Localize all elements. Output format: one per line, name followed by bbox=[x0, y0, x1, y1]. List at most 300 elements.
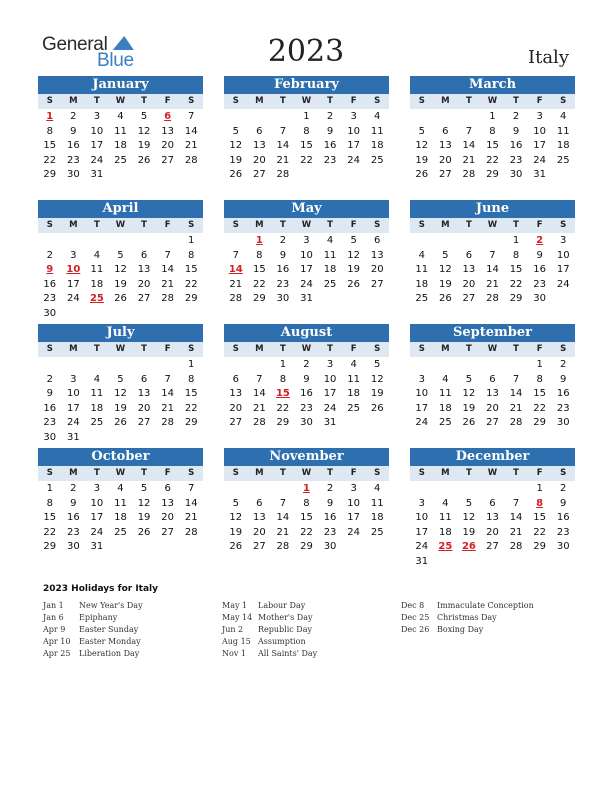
day-cell: 4 bbox=[117, 483, 124, 494]
empty-cell bbox=[434, 234, 458, 249]
day-cell: 8 bbox=[46, 497, 53, 509]
weekday-label: T bbox=[327, 96, 333, 106]
day-cell: 13 bbox=[486, 388, 499, 400]
day-cell: 19 bbox=[438, 278, 452, 290]
day-cell: 26 bbox=[114, 293, 127, 305]
day-cell: 14 bbox=[252, 388, 266, 400]
day-cell: 7 bbox=[512, 497, 520, 509]
day-cell: 3 bbox=[93, 111, 101, 122]
day-cell: 22 bbox=[300, 154, 313, 166]
holiday-row bbox=[43, 648, 143, 660]
month-october bbox=[38, 448, 203, 555]
weekday-label: F bbox=[164, 220, 171, 230]
day-cell: 13 bbox=[252, 140, 266, 152]
day-cell: 3 bbox=[70, 373, 77, 385]
month-title: August bbox=[224, 324, 389, 342]
day-cell: 20 bbox=[438, 154, 452, 166]
day-cell: 20 bbox=[161, 512, 174, 524]
day-cell: 11 bbox=[438, 388, 452, 400]
empty-cell bbox=[62, 234, 86, 249]
day-cell: 13 bbox=[486, 512, 499, 524]
day-cell: 9 bbox=[46, 388, 53, 400]
day-cell: 16 bbox=[556, 388, 570, 400]
day-cell: 7 bbox=[256, 373, 263, 385]
day-cell: 23 bbox=[66, 154, 80, 166]
holiday-name: Liberation Day bbox=[79, 649, 140, 658]
weekday-label: S bbox=[46, 96, 53, 106]
weekday-label: M bbox=[69, 468, 78, 478]
day-cell: 12 bbox=[347, 249, 360, 261]
month-may bbox=[224, 200, 389, 307]
day-cell: 24 bbox=[66, 417, 80, 429]
day-cell: 4 bbox=[418, 249, 425, 261]
weekday-header bbox=[38, 218, 203, 233]
empty-cell bbox=[38, 234, 62, 249]
empty-cell bbox=[434, 482, 458, 497]
weekday-label: W bbox=[115, 220, 126, 230]
day-cell: 5 bbox=[117, 373, 124, 385]
day-cell: 14 bbox=[276, 512, 290, 524]
day-cell: 19 bbox=[229, 154, 243, 166]
day-cell: 21 bbox=[509, 402, 523, 414]
weekday-label: F bbox=[536, 468, 543, 478]
day-cell: 31 bbox=[415, 555, 429, 567]
day-cell: 6 bbox=[442, 125, 449, 137]
holiday-row bbox=[43, 612, 143, 624]
weekday-label: T bbox=[280, 468, 286, 478]
day-cell: 29 bbox=[276, 417, 290, 429]
day-cell: 3 bbox=[536, 111, 543, 122]
day-cell: 29 bbox=[533, 541, 546, 553]
day-cell: 10 bbox=[90, 125, 104, 137]
day-cell: 2 bbox=[560, 359, 567, 370]
weekday-label: W bbox=[115, 344, 126, 354]
day-cell: 12 bbox=[137, 497, 151, 509]
day-cell: 9 bbox=[279, 249, 287, 261]
day-cell: 11 bbox=[370, 125, 384, 137]
day-cell: 25 bbox=[556, 154, 570, 166]
weekday-label: S bbox=[188, 468, 195, 478]
day-cell: 26 bbox=[347, 278, 360, 290]
weekday-label: F bbox=[350, 96, 357, 106]
day-cell: 19 bbox=[137, 512, 151, 524]
day-cell: 27 bbox=[161, 526, 174, 538]
day-cell: 10 bbox=[347, 497, 360, 509]
day-cell: 18 bbox=[438, 402, 452, 414]
day-cell: 27 bbox=[486, 541, 499, 553]
holiday-date: Jan 6 bbox=[43, 613, 64, 622]
day-cell: 30 bbox=[276, 293, 290, 305]
day-cell: 8 bbox=[303, 125, 310, 137]
day-cell: 1 bbox=[279, 359, 287, 370]
day-cell: 25 bbox=[323, 278, 337, 290]
day-cell: 8 bbox=[46, 125, 53, 137]
holiday-row bbox=[222, 624, 317, 636]
day-cell: 6 bbox=[256, 497, 263, 509]
day-cell: 8 bbox=[279, 373, 287, 385]
empty-cell bbox=[504, 482, 528, 497]
day-cell: 10 bbox=[300, 249, 313, 261]
weekday-label: T bbox=[94, 96, 100, 106]
day-cell: 14 bbox=[276, 140, 290, 152]
weekday-label: S bbox=[46, 344, 53, 354]
day-cell: 14 bbox=[486, 264, 499, 276]
day-cell: 29 bbox=[184, 293, 198, 305]
day-cell: 27 bbox=[438, 169, 452, 181]
holiday-name: Mother's Day bbox=[258, 613, 313, 622]
day-cell: 23 bbox=[509, 154, 523, 166]
month-title: February bbox=[224, 76, 389, 94]
weekday-label: S bbox=[374, 96, 381, 106]
day-cell: 26 bbox=[462, 417, 476, 429]
day-cell: 21 bbox=[252, 402, 266, 414]
weekday-header bbox=[224, 342, 389, 357]
day-cell: 10 bbox=[415, 388, 429, 400]
day-cell: 23 bbox=[276, 278, 290, 290]
holiday-date: Aug 15 bbox=[222, 637, 251, 646]
day-cell: 16 bbox=[43, 278, 57, 290]
day-cell: 16 bbox=[323, 512, 337, 524]
day-cell: 28 bbox=[509, 417, 523, 429]
weekday-label: S bbox=[232, 468, 239, 478]
weekday-label: T bbox=[466, 220, 472, 230]
day-cell: 1 bbox=[512, 235, 520, 246]
day-cell: 17 bbox=[556, 264, 570, 276]
day-cell: 19 bbox=[229, 526, 243, 538]
weekday-label: M bbox=[255, 96, 264, 106]
empty-cell bbox=[109, 234, 133, 249]
day-cell: 3 bbox=[326, 359, 334, 370]
day-cell: 20 bbox=[137, 402, 151, 414]
day-cell: 6 bbox=[256, 125, 263, 137]
weekday-label: F bbox=[350, 220, 357, 230]
day-cell: 13 bbox=[137, 388, 151, 400]
day-cell: 15 bbox=[533, 512, 546, 524]
empty-cell bbox=[481, 358, 505, 373]
empty-cell bbox=[224, 234, 248, 249]
day-cell: 21 bbox=[161, 402, 174, 414]
day-cell: 6 bbox=[164, 483, 171, 494]
month-june bbox=[410, 200, 575, 307]
day-cell: 29 bbox=[509, 293, 523, 305]
month-title: July bbox=[38, 324, 203, 342]
holiday-date: Dec 8 bbox=[401, 601, 425, 610]
day-cell: 25 bbox=[370, 526, 384, 538]
day-cell: 17 bbox=[347, 140, 360, 152]
day-cell: 6 bbox=[489, 373, 496, 385]
days-grid bbox=[410, 234, 575, 307]
month-title: December bbox=[410, 448, 575, 466]
empty-cell bbox=[132, 234, 156, 249]
day-cell: 4 bbox=[374, 111, 381, 122]
day-cell: 11 bbox=[438, 512, 452, 524]
empty-cell bbox=[410, 358, 434, 373]
day-cell: 11 bbox=[323, 249, 337, 261]
holiday-day-cell: 9 bbox=[46, 264, 54, 276]
day-cell: 17 bbox=[533, 140, 546, 152]
weekday-label: M bbox=[441, 220, 450, 230]
day-cell: 24 bbox=[533, 154, 546, 166]
holiday-day-cell: 1 bbox=[46, 111, 54, 122]
day-cell: 14 bbox=[184, 125, 198, 137]
weekday-label: T bbox=[94, 220, 100, 230]
holiday-row bbox=[401, 612, 534, 624]
day-cell: 13 bbox=[161, 125, 174, 137]
empty-cell bbox=[434, 110, 458, 125]
holiday-row bbox=[43, 636, 143, 648]
day-cell: 28 bbox=[486, 293, 499, 305]
day-cell: 28 bbox=[161, 293, 174, 305]
day-cell: 28 bbox=[276, 169, 290, 181]
day-cell: 16 bbox=[276, 264, 290, 276]
holiday-row bbox=[401, 624, 534, 636]
weekday-header bbox=[224, 466, 389, 481]
day-cell: 31 bbox=[300, 293, 313, 305]
day-cell: 31 bbox=[533, 169, 546, 181]
holiday-date: Dec 26 bbox=[401, 625, 430, 634]
month-february bbox=[224, 76, 389, 183]
weekday-label: S bbox=[374, 220, 381, 230]
day-cell: 21 bbox=[462, 154, 476, 166]
day-cell: 18 bbox=[90, 402, 104, 414]
day-cell: 21 bbox=[184, 512, 198, 524]
day-cell: 8 bbox=[303, 497, 310, 509]
empty-cell bbox=[410, 482, 434, 497]
day-cell: 5 bbox=[140, 111, 148, 122]
weekday-label: F bbox=[164, 96, 171, 106]
day-cell: 8 bbox=[512, 249, 520, 261]
day-cell: 9 bbox=[560, 373, 567, 385]
day-cell: 8 bbox=[256, 249, 263, 261]
day-cell: 19 bbox=[114, 402, 127, 414]
empty-cell bbox=[85, 358, 109, 373]
weekday-label: W bbox=[301, 468, 312, 478]
empty-cell bbox=[271, 482, 295, 497]
day-cell: 17 bbox=[415, 526, 429, 538]
day-cell: 18 bbox=[114, 140, 127, 152]
holiday-day-cell: 1 bbox=[303, 483, 310, 494]
weekday-label: S bbox=[46, 468, 53, 478]
empty-cell bbox=[504, 358, 528, 373]
day-cell: 2 bbox=[512, 111, 520, 122]
day-cell: 5 bbox=[117, 249, 124, 261]
day-cell: 19 bbox=[137, 140, 151, 152]
weekday-label: S bbox=[46, 220, 53, 230]
day-cell: 23 bbox=[533, 278, 546, 290]
weekday-label: S bbox=[374, 468, 381, 478]
day-cell: 16 bbox=[533, 264, 546, 276]
day-cell: 22 bbox=[533, 402, 546, 414]
day-cell: 12 bbox=[137, 125, 151, 137]
day-cell: 15 bbox=[252, 264, 266, 276]
day-cell: 7 bbox=[489, 249, 496, 261]
day-cell: 3 bbox=[418, 497, 425, 509]
day-cell: 24 bbox=[66, 293, 80, 305]
holiday-day-cell: 2 bbox=[536, 235, 544, 246]
holiday-date: Jun 2 bbox=[222, 625, 244, 634]
day-cell: 1 bbox=[303, 111, 310, 122]
day-cell: 21 bbox=[486, 278, 499, 290]
weekday-label: F bbox=[536, 96, 543, 106]
month-november bbox=[224, 448, 389, 555]
day-cell: 13 bbox=[462, 264, 476, 276]
month-july bbox=[38, 324, 203, 446]
day-cell: 13 bbox=[229, 388, 243, 400]
empty-cell bbox=[457, 234, 481, 249]
day-cell: 17 bbox=[90, 512, 104, 524]
day-cell: 21 bbox=[184, 140, 198, 152]
day-cell: 7 bbox=[279, 497, 287, 509]
day-cell: 20 bbox=[370, 264, 384, 276]
day-cell: 16 bbox=[509, 140, 523, 152]
weekday-label: S bbox=[560, 468, 567, 478]
month-title: November bbox=[224, 448, 389, 466]
day-cell: 14 bbox=[184, 497, 198, 509]
weekday-label: T bbox=[94, 344, 100, 354]
day-cell: 14 bbox=[161, 264, 174, 276]
weekday-label: S bbox=[232, 220, 239, 230]
days-grid bbox=[38, 482, 203, 555]
weekday-label: S bbox=[418, 96, 425, 106]
weekday-label: T bbox=[513, 96, 519, 106]
day-cell: 2 bbox=[70, 111, 77, 122]
day-cell: 2 bbox=[279, 235, 287, 246]
day-cell: 23 bbox=[43, 417, 57, 429]
weekday-label: F bbox=[164, 344, 171, 354]
weekday-label: T bbox=[141, 468, 147, 478]
day-cell: 9 bbox=[70, 125, 77, 137]
day-cell: 26 bbox=[137, 154, 151, 166]
holiday-row bbox=[43, 624, 143, 636]
day-cell: 24 bbox=[90, 154, 104, 166]
day-cell: 15 bbox=[184, 264, 198, 276]
day-cell: 22 bbox=[533, 526, 546, 538]
calendar-year: 2023 bbox=[267, 34, 345, 69]
day-cell: 20 bbox=[486, 402, 499, 414]
day-cell: 19 bbox=[114, 278, 127, 290]
day-cell: 5 bbox=[418, 125, 425, 137]
weekday-label: S bbox=[418, 220, 425, 230]
holiday-date: Apr 25 bbox=[43, 649, 71, 658]
month-title: June bbox=[410, 200, 575, 218]
day-cell: 13 bbox=[137, 264, 151, 276]
day-cell: 25 bbox=[90, 417, 104, 429]
day-cell: 25 bbox=[114, 154, 127, 166]
day-cell: 12 bbox=[114, 388, 127, 400]
days-grid bbox=[224, 234, 389, 307]
weekday-label: F bbox=[350, 344, 357, 354]
day-cell: 26 bbox=[229, 541, 243, 553]
day-cell: 23 bbox=[556, 526, 570, 538]
day-cell: 7 bbox=[279, 125, 287, 137]
day-cell: 26 bbox=[229, 169, 243, 181]
day-cell: 10 bbox=[533, 125, 546, 137]
empty-cell bbox=[224, 110, 248, 125]
day-cell: 22 bbox=[184, 278, 198, 290]
holiday-row bbox=[222, 612, 317, 624]
weekday-label: T bbox=[327, 220, 333, 230]
day-cell: 16 bbox=[66, 512, 80, 524]
day-cell: 19 bbox=[347, 264, 360, 276]
day-cell: 27 bbox=[137, 293, 151, 305]
weekday-label: T bbox=[513, 344, 519, 354]
day-cell: 11 bbox=[114, 497, 127, 509]
day-cell: 28 bbox=[161, 417, 174, 429]
month-march bbox=[410, 76, 575, 183]
weekday-header bbox=[38, 94, 203, 109]
day-cell: 10 bbox=[347, 125, 360, 137]
weekday-label: T bbox=[280, 220, 286, 230]
day-cell: 15 bbox=[184, 388, 198, 400]
day-cell: 31 bbox=[90, 541, 104, 553]
weekday-label: T bbox=[94, 468, 100, 478]
day-cell: 23 bbox=[300, 402, 313, 414]
day-cell: 4 bbox=[350, 359, 357, 370]
empty-cell bbox=[457, 110, 481, 125]
weekday-label: F bbox=[164, 468, 171, 478]
day-cell: 19 bbox=[462, 402, 476, 414]
day-cell: 8 bbox=[536, 373, 543, 385]
day-cell: 8 bbox=[188, 249, 195, 261]
holiday-row bbox=[222, 600, 317, 612]
day-cell: 17 bbox=[347, 512, 360, 524]
day-cell: 8 bbox=[489, 125, 496, 137]
country-name: Italy bbox=[527, 47, 569, 68]
brand-word-general: General bbox=[42, 34, 108, 55]
empty-cell bbox=[85, 234, 109, 249]
day-cell: 27 bbox=[462, 293, 476, 305]
day-cell: 3 bbox=[418, 373, 425, 385]
day-cell: 31 bbox=[90, 169, 104, 181]
month-january bbox=[38, 76, 203, 183]
day-cell: 17 bbox=[90, 140, 104, 152]
day-cell: 17 bbox=[66, 402, 80, 414]
days-grid bbox=[224, 482, 389, 555]
day-cell: 12 bbox=[114, 264, 127, 276]
weekday-label: S bbox=[232, 96, 239, 106]
day-cell: 24 bbox=[90, 526, 104, 538]
day-cell: 15 bbox=[509, 264, 523, 276]
day-cell: 12 bbox=[438, 264, 452, 276]
holiday-name: Republic Day bbox=[258, 625, 312, 634]
day-cell: 18 bbox=[347, 388, 360, 400]
weekday-label: S bbox=[418, 344, 425, 354]
weekday-label: T bbox=[466, 96, 472, 106]
day-cell: 18 bbox=[370, 140, 384, 152]
weekday-label: W bbox=[115, 96, 126, 106]
weekday-label: F bbox=[536, 220, 543, 230]
holiday-date: May 1 bbox=[222, 601, 248, 610]
day-cell: 2 bbox=[46, 373, 53, 385]
holiday-row bbox=[43, 600, 143, 612]
empty-cell bbox=[62, 358, 86, 373]
day-cell: 17 bbox=[415, 402, 429, 414]
day-cell: 5 bbox=[465, 373, 473, 385]
weekday-label: M bbox=[69, 220, 78, 230]
month-title: April bbox=[38, 200, 203, 218]
day-cell: 22 bbox=[486, 154, 499, 166]
day-cell: 23 bbox=[66, 526, 80, 538]
day-cell: 6 bbox=[465, 249, 473, 261]
day-cell: 12 bbox=[415, 140, 429, 152]
holiday-row bbox=[401, 600, 534, 612]
weekday-label: S bbox=[374, 344, 381, 354]
day-cell: 31 bbox=[66, 431, 80, 443]
day-cell: 2 bbox=[326, 111, 334, 122]
holiday-date: Apr 9 bbox=[43, 625, 66, 634]
day-cell: 11 bbox=[90, 388, 104, 400]
day-cell: 4 bbox=[442, 373, 449, 385]
